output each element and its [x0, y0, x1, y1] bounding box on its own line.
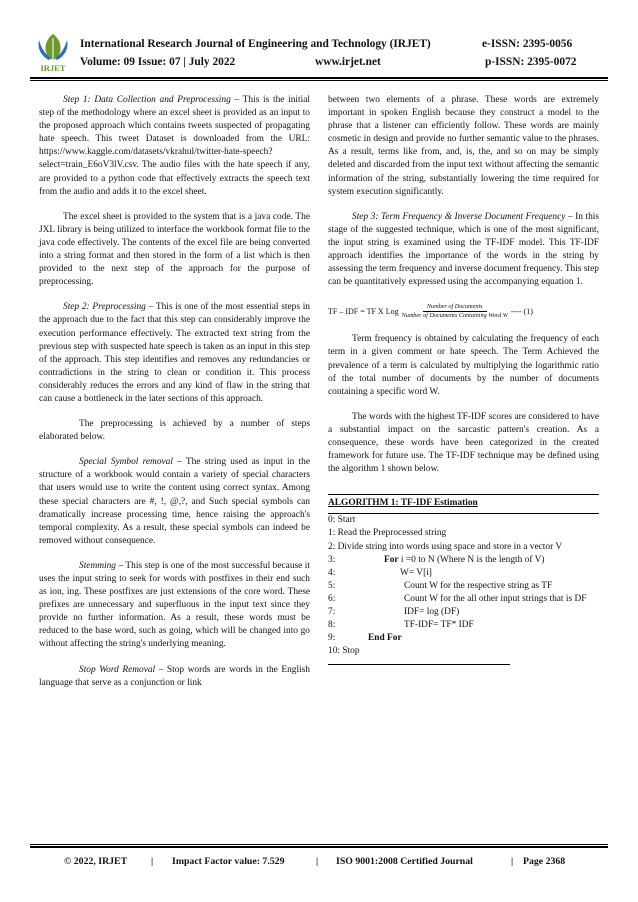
equation-fraction — [402, 303, 508, 320]
footer-rule-thin — [30, 844, 608, 845]
irjet-logo — [35, 30, 71, 74]
algorithm-line: 3: For i =0 to N (Where N is the length of V) — [328, 554, 545, 565]
journal-url[interactable]: www.irjet.net — [315, 56, 381, 68]
algorithm-title: ALGORITHM 1: TF-IDF Estimation — [328, 498, 478, 509]
footer-iso: ISO 9001:2008 Certified Journal — [336, 856, 473, 867]
svg-text:IRJET: IRJET — [40, 63, 66, 73]
algorithm-line: 6: Count W for the all other input strings that is DF — [328, 593, 587, 604]
paragraph-stop-word-cont: between two elements of a phrase. These words are extremely important in spoken English because they construct a model to the phrase that a listener can efficiently follow. These words are mainly cosmetic in design and provide no further semantic value to the phrases. As a result, terms like from, and, is, the, and so on may be simply deleted and discarded from the input text without affecting the semantic information of the string, substantially lowering the time required for system execution significantly. — [328, 95, 599, 197]
header-rule — [30, 77, 608, 79]
algorithm-line: 0: Start — [328, 515, 356, 526]
paragraph-excel: The excel sheet is provided to the system that is a java code. The JXL library is being utilized to interface the workbook format file to the java code effectively. The contents of the excel file are being converted into a string format and then stored in the form of a list which is then provided to the next step of the approach for the purpose of preprocessing. — [39, 211, 310, 288]
footer-rule — [30, 846, 608, 848]
paragraph-stop-word: Stop Word Removal – Stop words are words in the English language that serve as a conjunction or link — [39, 664, 310, 688]
paragraph-preprocessing-steps: The preprocessing is achieved by a number of steps elaborated below. — [39, 419, 310, 443]
footer-separator: | — [316, 856, 319, 867]
algorithm-line: 4: W= V[i] — [328, 567, 432, 578]
journal-title: International Research Journal of Engineering and Technology (IRJET) — [80, 38, 431, 50]
paragraph-term-frequency: Term frequency is obtained by calculating the frequency of each term in a given comment or hate speech. The Term Achieved the prevalence of a term is calculated by multiplying the logarithmic ratio of the total number of documents by the number of documents containing a specific word W. — [328, 334, 599, 397]
algorithm-line: 2: Divide string into words using space and store in a vector V — [328, 541, 563, 552]
equation-lhs: TF – IDF = TF X Log — [328, 306, 399, 316]
paragraph-special-symbol: Special Symbol removal – The string used as input in the structure of a workbook would contain a variety of special characters that users would use to write the content using correct syntax. Among these special characters are #, !, @,?, and Such special symbols can dramatically increase processing time, hence raising the approach's temporal complexity. As a result, these special symbols can indeed be removed without consequence. — [39, 457, 310, 546]
algorithm-line: 9: End For — [328, 633, 402, 644]
paragraph-step3: Step 3: Term Frequency & Inverse Document Frequency – In this stage of the suggested technique, which is one of the most significant, the input string is examined using the TF-IDF model. This TF-IDF approach identifies the importance of the words in the string by assessing the term frequency and inverse document frequency. This step can be quantitatively expressed using the accompanying equation 1. — [328, 211, 600, 288]
paragraph-step2: Step 2: Preprocessing – This is one of the most essential steps in the approach due to the fact that this step can considerably improve the execution performance effectively. The extracted text string from the previous step with suspected hate speech is taken as an input in this step of the approach. This step identifies and removes any redundancies or contradictions in the string to clean or condition it. This process considerably reduces the errors and any kind of flaw in the string that can cause a bottleneck in the later sections of this approach. — [39, 302, 310, 404]
paragraph-step1: Step 1: Data Collection and Preprocessing – This is the initial step of the methodology where an excel sheet is provided as an input to the proposed approach which contains tweets suspected of propagating hate speech. This tweet Dataset is downloaded from the URL: https://www.kaggle.com/datasets/vkrahul/twitter-hate-speech?select=train_E6oV3lV.csv. The audio files with the hate speech if any, are provided to a python code that effectively extracts the speech text from the audio and adds it to the excel sheet. — [39, 95, 311, 197]
page-header — [0, 0, 638, 82]
algorithm-line: 8: TF-IDF= TF* IDF — [328, 620, 474, 631]
footer-impact-factor: Impact Factor value: 7.529 — [172, 856, 285, 867]
equation-number: ---- (1) — [510, 306, 533, 316]
right-column — [328, 94, 599, 665]
header-rule-thin — [30, 80, 608, 81]
p-issn: p-ISSN: 2395-0072 — [485, 56, 577, 68]
equation-denominator: Number of Documents Containing Word W — [401, 311, 508, 319]
volume-issue: Volume: 09 Issue: 07 | July 2022 — [80, 56, 236, 68]
e-issn: e-ISSN: 2395-0056 — [482, 38, 573, 50]
algorithm-box — [328, 494, 599, 665]
algorithm-line: 1: Read the Preprocessed string — [328, 528, 447, 539]
paragraph-stemming: Stemming – This step is one of the most successful because it uses the input string to seek for words with postfixes in their end such as ion, ing. These postfixes are just extensions of the core word. These prefixes are unnecessary and superfluous in the input text since they provide no further information. As a result, these words must be reduced to the base word, such as going, which will be changed into go without affecting the string's underlying meaning. — [39, 560, 310, 650]
equation-numerator: Number of Documents — [423, 303, 487, 312]
footer-copyright: © 2022, IRJET — [64, 856, 128, 867]
algorithm-line: 10: Stop — [328, 646, 360, 657]
footer-page-number: Page 2368 — [523, 856, 566, 867]
footer-separator: | — [151, 856, 154, 867]
footer-separator: | — [511, 856, 514, 867]
left-column — [39, 94, 310, 690]
algorithm-end-rule — [328, 664, 510, 665]
tf-idf-equation — [328, 298, 599, 324]
algorithm-line: 5: Count W for the respective string as TF — [328, 580, 553, 591]
paragraph-highest-scores: The words with the highest TF-IDF scores are considered to have a substantial impact on the sarcastic pattern's creation. As a consequence, these words have been categorized in the created framework for future use. The TF-IDF technique may be defined using the algorithm 1 shown below. — [328, 411, 599, 475]
algorithm-line: 7: IDF= log (DF) — [328, 607, 460, 617]
